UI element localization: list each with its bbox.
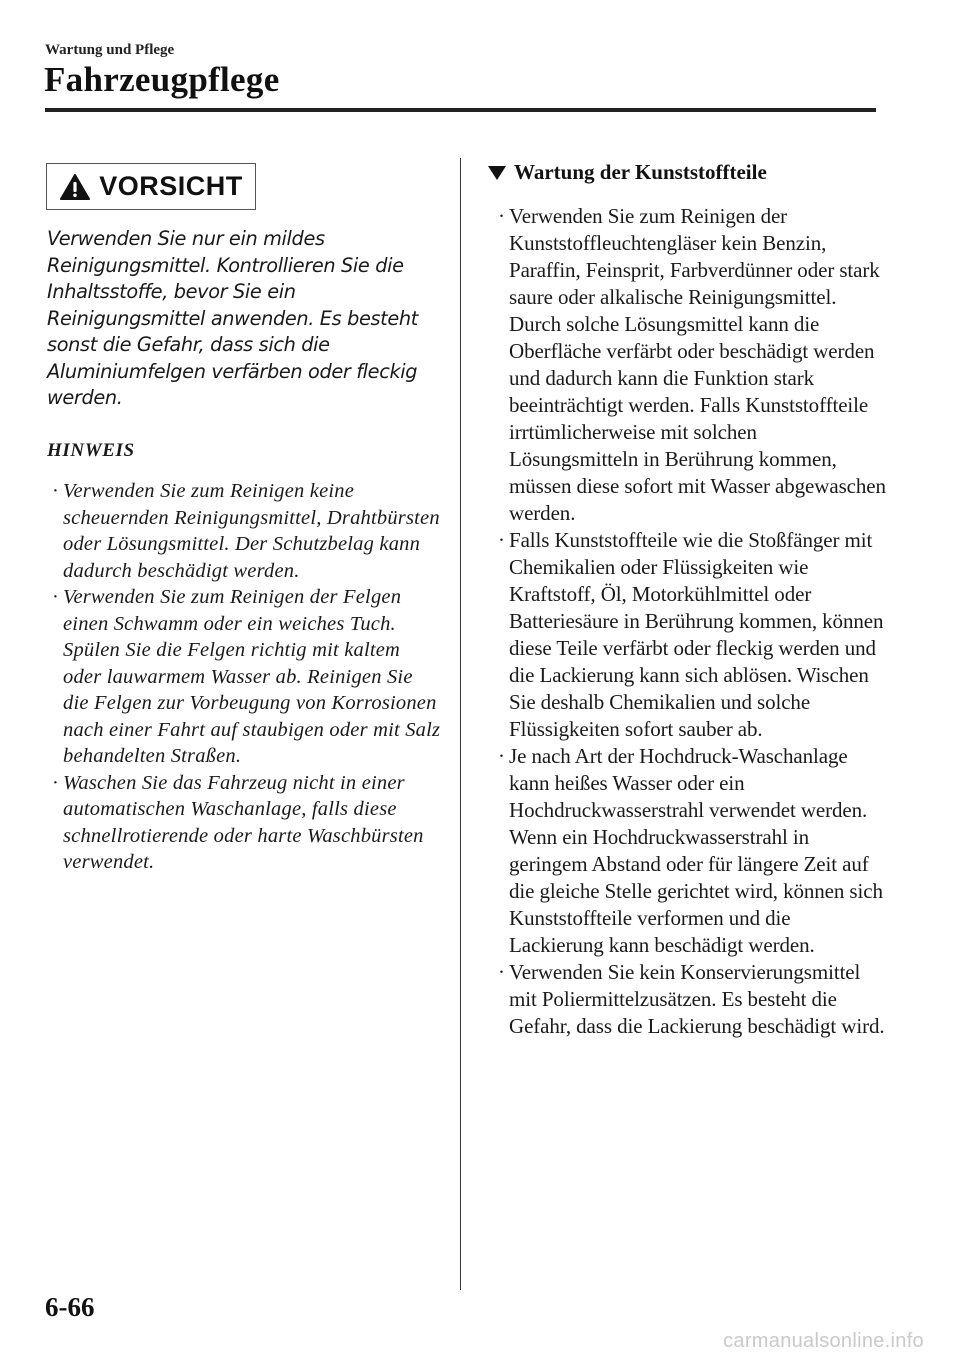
triangle-down-icon bbox=[488, 166, 506, 180]
caution-text: Verwenden Sie nur ein mildes Reinigungsmittel. Kontrollieren Sie die Inhaltsstoffe, bevor Sie ein Reinigungsmittel anwenden. Es besteht sonst die Gefahr, dass sich die Aluminiumfelgen verfärben oder fleckig werden. bbox=[47, 227, 418, 409]
list-item: · Verwenden Sie kein Konservierungsmittel mit Poliermittelzusätzen. Es besteht die Gefahr, dass die Lackierung beschädigt wird. bbox=[498, 960, 885, 1038]
maintenance-list bbox=[493, 203, 888, 1040]
section-heading: Wartung der Kunststoffteile bbox=[488, 160, 767, 185]
list-item: · Waschen Sie das Fahrzeug nicht in einer automatischen Waschanlage, falls diese schnellrotierende oder harte Waschbürsten verwendet. bbox=[52, 771, 424, 873]
list-item: · Falls Kunststoffteile wie die Stoßfänger mit Chemikalien oder Flüssigkeiten wie Kraftstoff, Öl, Motorkühlmittel oder Batteriesäure in Berührung kommen, können diese Teile verfärbt oder fleckig werden und die Lackierung kann sich ablösen. Wischen Sie deshalb Chemikalien und solche Flüssigkeiten sofort sauber ab. bbox=[498, 528, 884, 741]
column-divider bbox=[460, 158, 461, 1290]
list-item: · Verwenden Sie zum Reinigen der Kunststoffleuchtengläser kein Benzin, Paraffin, Feinsprit, Farbverdünner oder stark saure oder alkalische Reinigungsmittel. Durch solche Lösungsmittel kann die Oberfläche verfärbt oder beschädigt werden und dadurch kann die Funktion stark beeinträchtigt werden. Falls Kunststoffteile irrtümlicherweise mit solchen Lösungsmitteln in Berührung kommen, müssen diese sofort mit Wasser abgewaschen werden. bbox=[498, 204, 886, 525]
list-item: · Je nach Art der Hochdruck-Waschanlage kann heißes Wasser oder ein Hochdruckwasserstrahl verwendet werden. Wenn ein Hochdruckwasserstrahl in geringem Abstand oder für längere Zeit auf die gleiche Stelle gerichtet wird, können sich Kunststoffteile verformen und die Lackierung kann beschädigt werden. bbox=[498, 744, 883, 957]
note-heading: HINWEIS bbox=[47, 440, 135, 461]
caution-box bbox=[46, 163, 256, 210]
page-number: 6-66 bbox=[45, 1292, 95, 1322]
bullet-icon: · bbox=[498, 960, 505, 984]
warning-icon bbox=[59, 173, 91, 201]
bullet-icon: · bbox=[52, 480, 60, 502]
list-item: · Verwenden Sie zum Reinigen keine scheuernden Reinigungsmittel, Drahtbürsten oder Lösungsmittel. Der Schutzbelag kann dadurch beschädigt werden. bbox=[52, 480, 440, 582]
bullet-icon: · bbox=[498, 204, 505, 228]
bullet-icon: · bbox=[52, 586, 60, 608]
list-item: · Verwenden Sie zum Reinigen der Felgen einen Schwamm oder ein weiches Tuch. Spülen Sie die Felgen richtig mit kaltem oder lauwarmem Wasser ab. Reinigen Sie die Felgen zur Vorbeugung von Korrosionen nach einer Fahrt auf staubigen oder mit Salz behandelten Straßen. bbox=[52, 586, 441, 767]
note-list bbox=[47, 478, 442, 876]
section-label: Wartung und Pflege bbox=[45, 42, 175, 58]
watermark: carmanualsonline.info bbox=[723, 1330, 924, 1352]
header-rule bbox=[45, 108, 876, 112]
bullet-icon: · bbox=[498, 528, 505, 552]
bullet-icon: · bbox=[498, 744, 505, 768]
bullet-icon: · bbox=[52, 771, 60, 794]
caution-label: VORSICHT bbox=[99, 171, 243, 201]
page-title: Fahrzeugpflege bbox=[44, 60, 280, 99]
